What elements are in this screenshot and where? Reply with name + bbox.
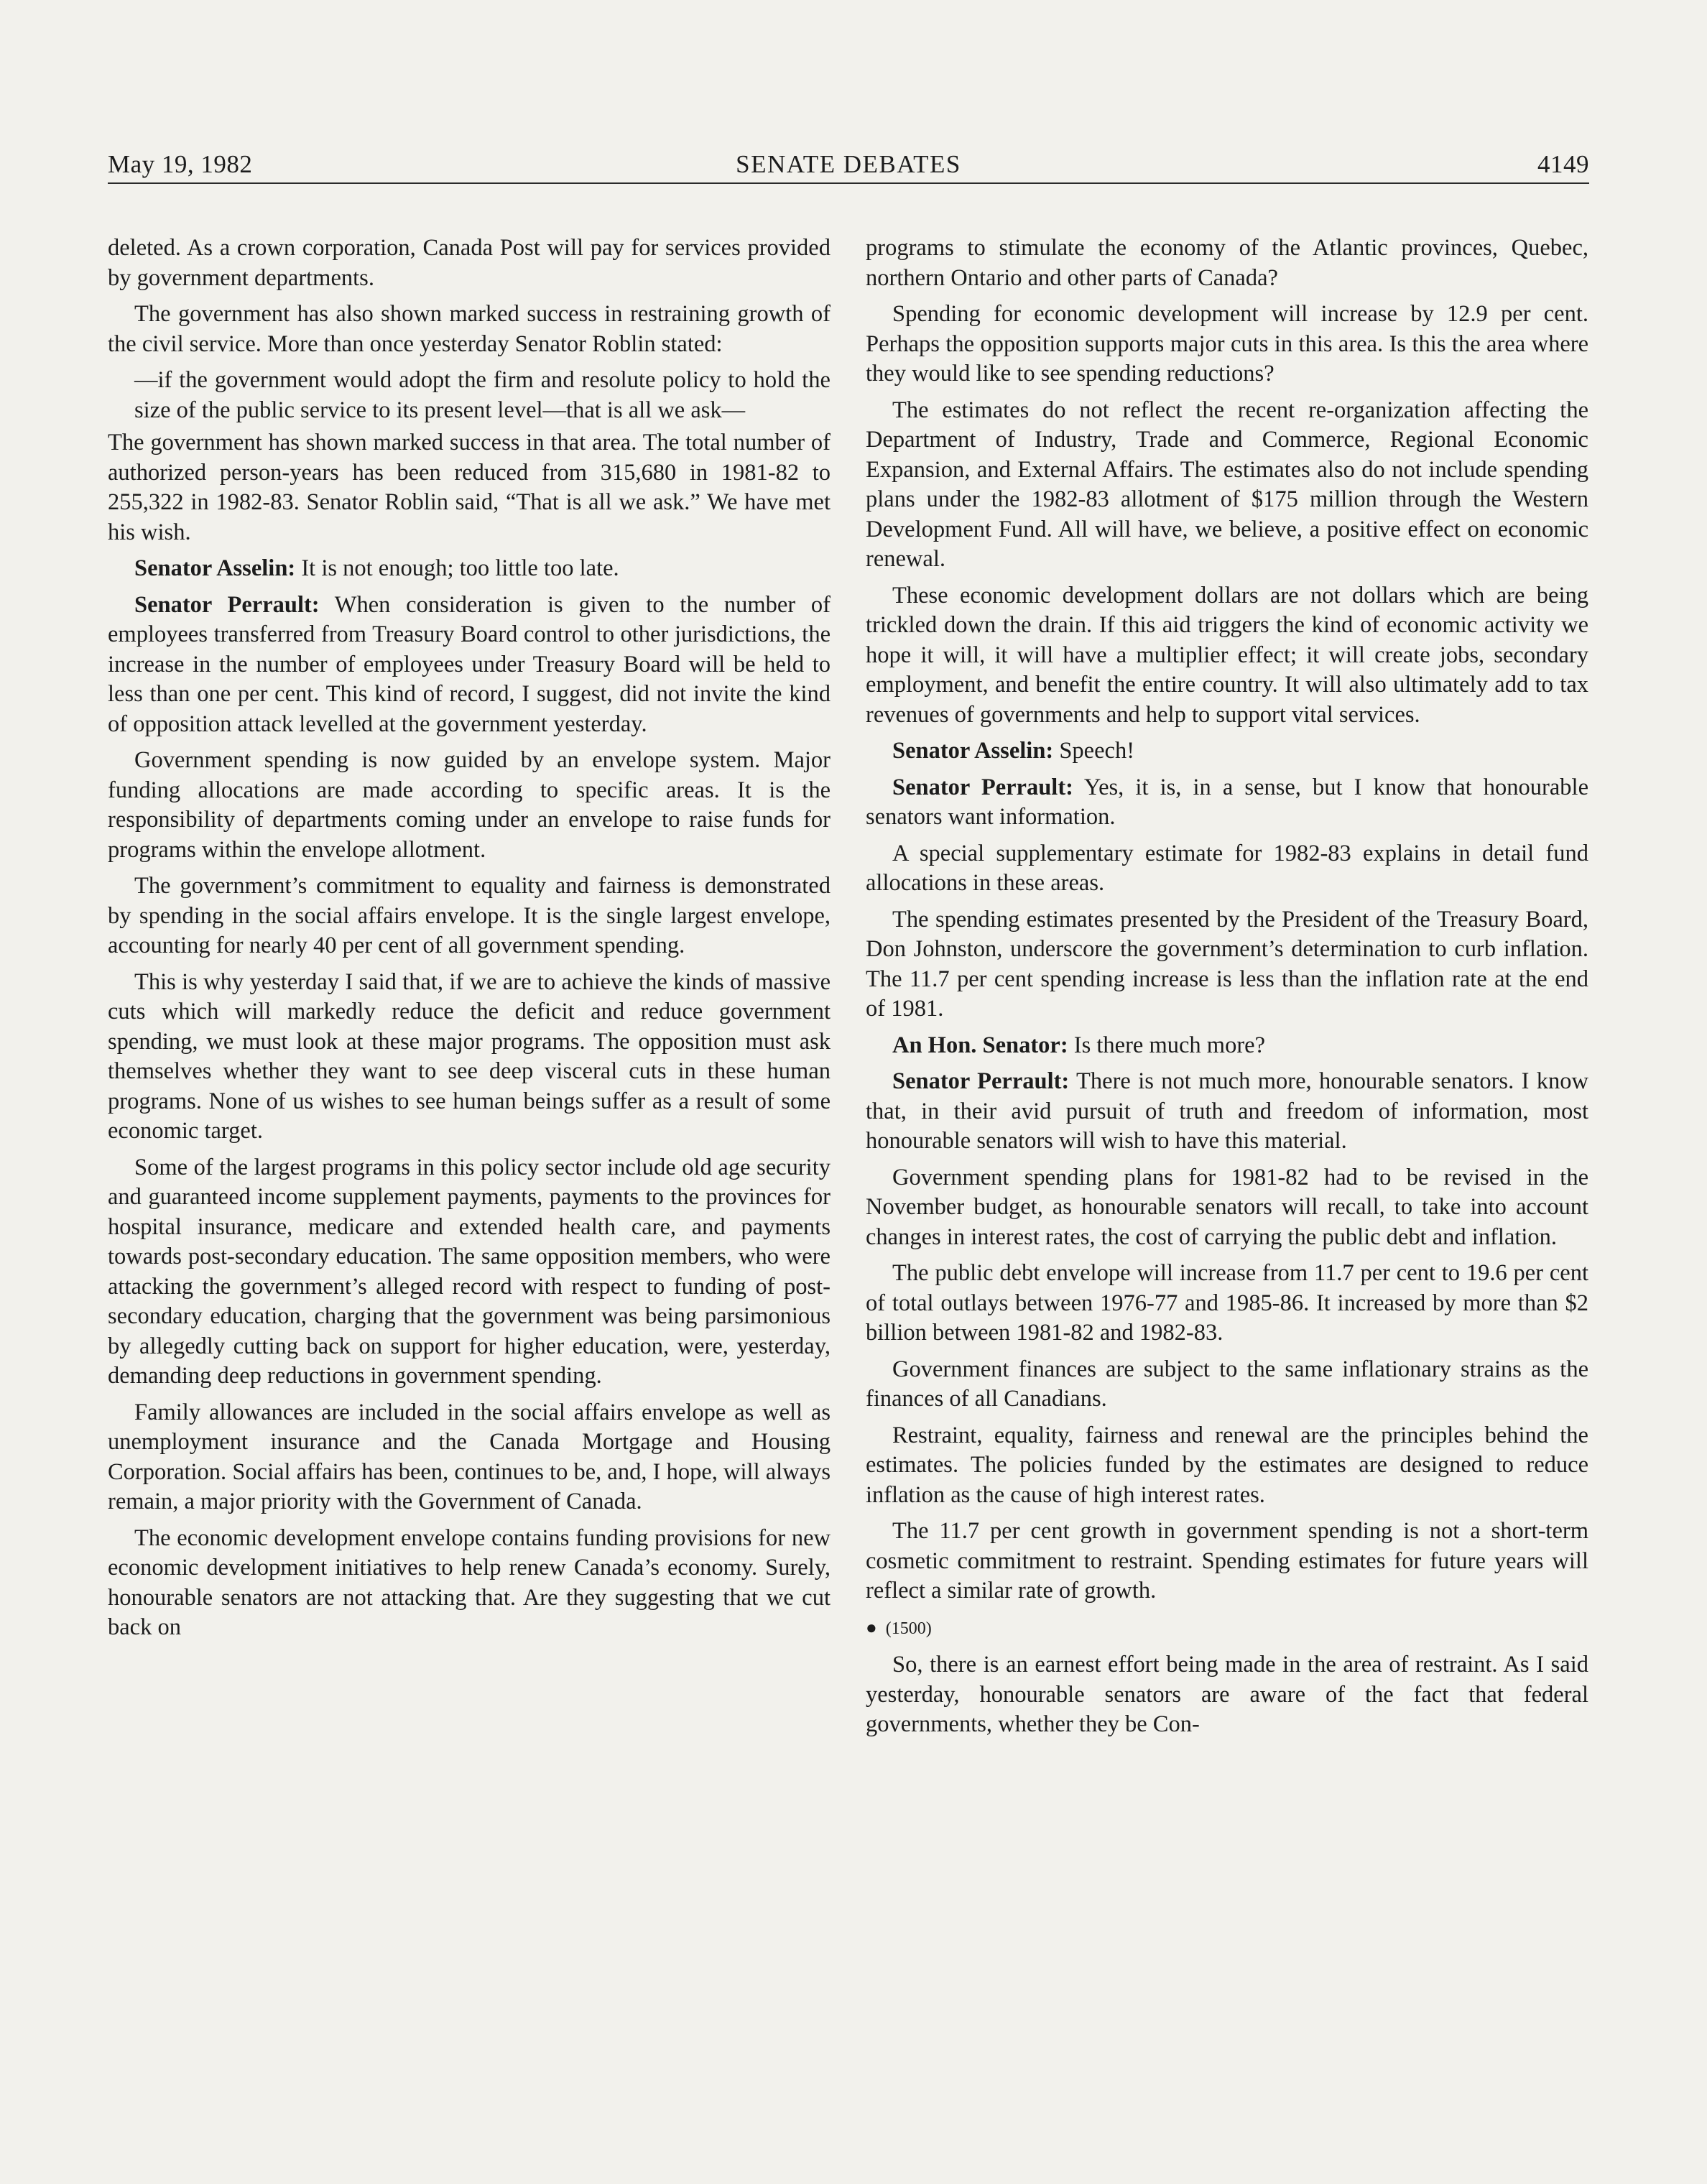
speaker-name: Senator Perrault: bbox=[134, 591, 320, 618]
speaker-name: Senator Asselin: bbox=[892, 738, 1054, 764]
speaker-paragraph bbox=[866, 1067, 1588, 1157]
paragraph: The estimates do not reflect the recent re-organization affecting the Department of Industry, Trade and Commerce, Regional Economic Expansion, and External Affairs. The estimates also do not include spending plans under the 1982-83 allotment of $175 million through the Western Development Fund. All will have, we believe, a positive effect on economic renewal. bbox=[866, 397, 1588, 572]
paragraph: deleted. As a crown corporation, Canada Post will pay for services provided by government departments. bbox=[108, 235, 831, 291]
paragraph: Government spending is now guided by an envelope system. Major funding allocations are made according to specific areas. It is the responsibility of departments coming under an envelope to raise funds for programs within the envelope allotment. bbox=[108, 747, 831, 863]
speaker-paragraph bbox=[866, 1031, 1588, 1061]
paragraph: Spending for economic development will increase by 12.9 per cent. Perhaps the opposition supports major cuts in this area. Is this the area where they would like to see spending reductions? bbox=[866, 301, 1588, 387]
page-header bbox=[108, 147, 1589, 182]
header-title: SENATE DEBATES bbox=[736, 150, 961, 178]
speech-text: There is not much more, honourable senators. I know that, in their avid pursuit of truth and freedom of information, most honourable senators will wish to have this material. bbox=[866, 1068, 1588, 1154]
block-quote: —if the government would adopt the firm and resolute policy to hold the size of the public service to its present level—that is all we ask— bbox=[134, 367, 831, 423]
paragraph: Restraint, equality, fairness and renewal are the principles behind the estimates. The policies funded by the estimates are designed to reduce inflation as the cause of high interest rates. bbox=[866, 1422, 1588, 1508]
header-date: May 19, 1982 bbox=[108, 150, 253, 178]
speech-text: It is not enough; too little too late. bbox=[295, 555, 619, 581]
speech-text: When consideration is given to the number of employees transferred from Treasury Board control to other jurisdictions, the increase in the number of employees under Treasury Board will be held to less than one per cent. This kind of record, I suggest, did not invite the kind of opposition attack levelled at the government yesterday. bbox=[108, 591, 831, 737]
speaker-paragraph bbox=[108, 591, 831, 740]
speaker-paragraph bbox=[866, 773, 1588, 833]
paragraph: This is why yesterday I said that, if we are to achieve the kinds of massive cuts which will markedly reduce the deficit and reduce government spending, we must look at these major programs. The opposition must ask themselves whether they want to see deep visceral cuts in these human programs. None of us wishes to see human beings suffer as a result of some economic target. bbox=[108, 968, 831, 1144]
speech-text: Yes, it is, in a sense, but I know that honourable senators want information. bbox=[866, 774, 1588, 830]
paragraph: So, there is an earnest effort being made in the area of restraint. As I said yesterday, honourable senators are aware of the fact that federal governments, whether they be Con- bbox=[866, 1652, 1588, 1737]
speaker-name: Senator Perrault: bbox=[892, 1068, 1070, 1094]
bullet-icon: ● bbox=[866, 1616, 877, 1638]
speaker-paragraph bbox=[108, 554, 831, 584]
paragraph: The government’s commitment to equality and fairness is demonstrated by spending in the social affairs envelope. It is the single largest envelope, accounting for nearly 40 per cent of all government spending. bbox=[108, 873, 831, 958]
header-page-number: 4149 bbox=[1537, 150, 1589, 178]
paragraph: The government has shown marked success in that area. The total number of authorized person-years has been reduced from 315,680 in 1981-82 to 255,322 in 1982-83. Senator Roblin said, “That is all we ask.” We have met his wish. bbox=[108, 430, 831, 545]
speech-text: Is there much more? bbox=[1068, 1032, 1266, 1058]
paragraph: The 11.7 per cent growth in government spending is not a short-term cosmetic commitment to restraint. Spending estimates for future years will reflect a similar rate of growth. bbox=[866, 1518, 1588, 1604]
speaker-name: Senator Asselin: bbox=[134, 555, 296, 581]
paragraph: programs to stimulate the economy of the Atlantic provinces, Quebec, northern Ontario and other parts of Canada? bbox=[866, 235, 1588, 291]
speech-text: Speech! bbox=[1053, 738, 1135, 764]
paragraph: Government spending plans for 1981-82 had to be revised in the November budget, as honourable senators will recall, to take into account changes in interest rates, the cost of carrying the public debt and inflation. bbox=[866, 1164, 1588, 1250]
speaker-paragraph bbox=[866, 736, 1588, 767]
paragraph: These economic development dollars are not dollars which are being trickled down the drain. If this aid triggers the kind of economic activity we hope it will, it will have a multiplier effect; it will create jobs, secondary employment, and benefit the entire country. It will also ultimately add to tax revenues of governments and help to support vital services. bbox=[866, 582, 1588, 728]
time-marker bbox=[866, 1613, 1588, 1644]
right-column bbox=[866, 233, 1588, 1746]
header-rule bbox=[108, 182, 1589, 184]
left-column bbox=[108, 233, 831, 1649]
paragraph: Government finances are subject to the same inflationary strains as the finances of all Canadians. bbox=[866, 1356, 1588, 1412]
paragraph: The government has also shown marked success in restraining growth of the civil service. More than once yesterday Senator Roblin stated: bbox=[108, 301, 831, 357]
paragraph: The spending estimates presented by the President of the Treasury Board, Don Johnston, underscore the government’s determination to curb inflation. The 11.7 per cent spending increase is less than the inflation rate at the end of 1981. bbox=[866, 906, 1588, 1022]
paragraph: A special supplementary estimate for 1982-83 explains in detail fund allocations in these areas. bbox=[866, 840, 1588, 896]
paragraph: Some of the largest programs in this policy sector include old age security and guaranteed income supplement payments, payments to the provinces for hospital insurance, medicare and extended health care, and payments towards post-secondary education. The same opposition members, who were attacking the government’s alleged record with respect to funding of post-secondary education, charging that the government was being parsimonious by allegedly cutting back on support for higher education, were, yesterday, demanding deep reductions in government spending. bbox=[108, 1154, 831, 1389]
paragraph: The economic development envelope contains funding provisions for new economic development initiatives to help renew Canada’s economy. Surely, honourable senators are not attacking that. Are they suggesting that we cut back on bbox=[108, 1524, 831, 1640]
speaker-name: Senator Perrault: bbox=[892, 774, 1073, 800]
speaker-name: An Hon. Senator: bbox=[892, 1032, 1068, 1058]
paragraph: The public debt envelope will increase from 11.7 per cent to 19.6 per cent of total outlays between 1976-77 and 1985-86. It increased by more than $2 billion between 1981-82 and 1982-83. bbox=[866, 1260, 1588, 1346]
time-marker-text: (1500) bbox=[885, 1619, 932, 1638]
paragraph: Family allowances are included in the social affairs envelope as well as unemployment insurance and the Canada Mortgage and Housing Corporation. Social affairs has been, continues to be, and, I hope, will always remain, a major priority with the Government of Canada. bbox=[108, 1399, 831, 1514]
